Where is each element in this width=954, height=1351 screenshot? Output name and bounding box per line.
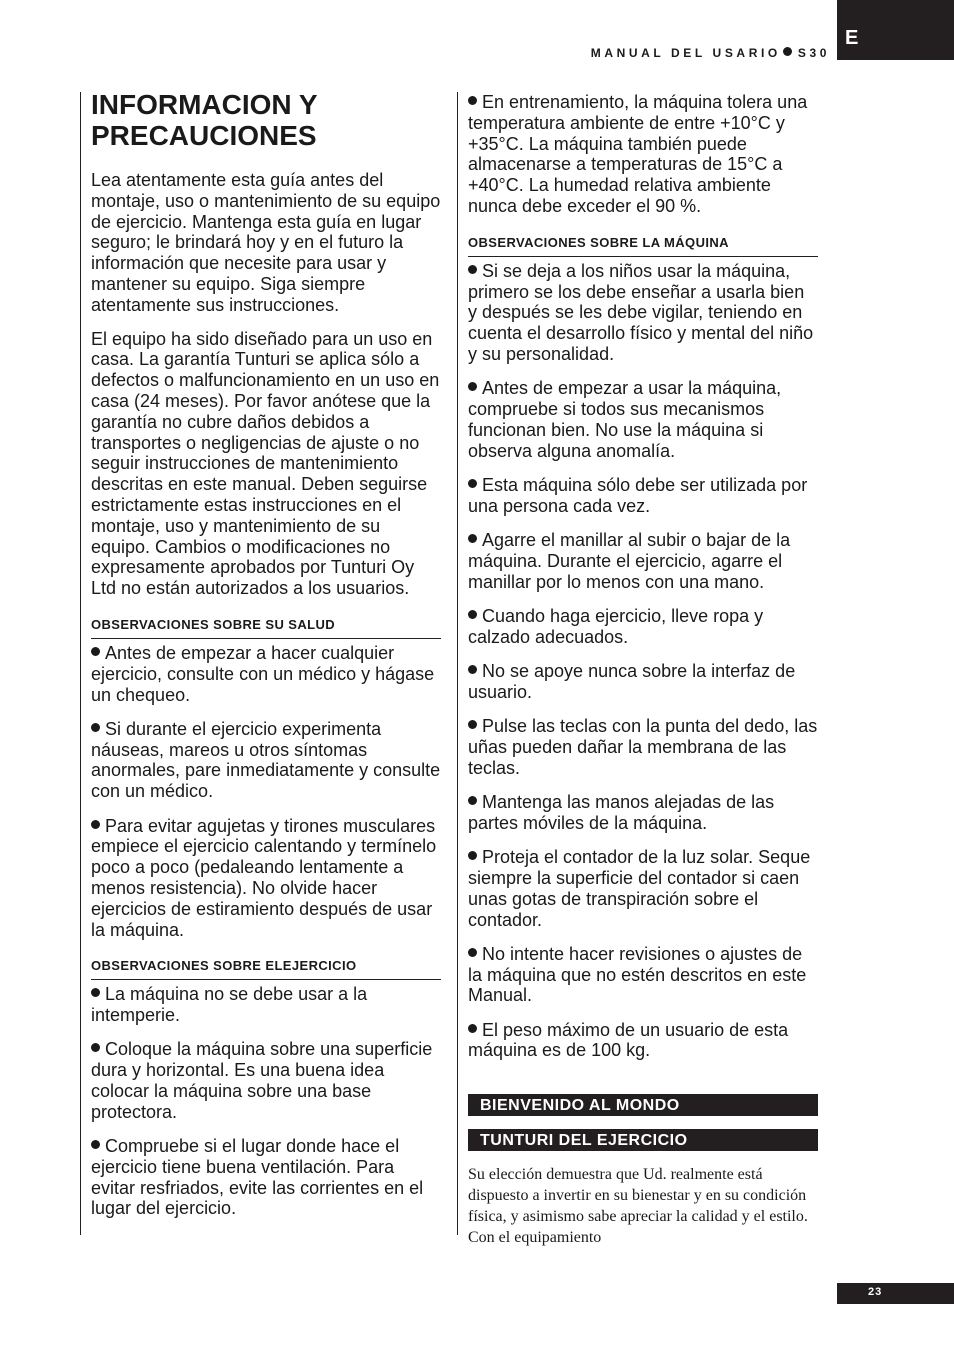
page-title: INFORMACION Y PRECAUCIONES — [91, 89, 318, 151]
exercise-heading: OBSERVACIONES SOBRE ELEJERCICIO — [91, 958, 441, 980]
bullet-icon — [468, 479, 477, 488]
right-column — [457, 92, 818, 1247]
list-item: No se apoye nunca sobre la interfaz de usuario. — [468, 661, 796, 702]
bullet-icon — [468, 610, 477, 619]
list-item: Antes de empezar a usar la máquina, compruebe si todos sus mecanismos funcionan bien. No use la máquina si observa alguna anomalía. — [468, 378, 782, 461]
health-heading: OBSERVACIONES SOBRE SU SALUD — [91, 617, 441, 639]
bullet-icon — [91, 1043, 100, 1052]
machine-heading: OBSERVACIONES SOBRE LA MÁQUINA — [468, 235, 818, 257]
bullet-icon — [468, 382, 477, 391]
list-item: Mantenga las manos alejadas de las partes móviles de la máquina. — [468, 792, 775, 833]
left-column — [80, 89, 441, 1235]
bullet-icon — [468, 265, 477, 274]
bullet-icon — [468, 1024, 477, 1033]
list-item: Coloque la máquina sobre una superficie dura y horizontal. Es una buena idea colocar la máquina sobre una base protectora. — [91, 1039, 433, 1122]
list-item: Esta máquina sólo debe ser utilizada por una persona cada vez. — [468, 474, 808, 516]
bullet-icon — [468, 720, 477, 729]
welcome-heading-bar-1: BIENVENIDO AL MONDO — [468, 1094, 818, 1116]
list-item: El peso máximo de un usuario de esta máquina es de 100 kg. — [468, 1019, 789, 1061]
bullet-dot-icon — [783, 47, 792, 56]
welcome-heading-bar-2: TUNTURI DEL EJERCICIO — [468, 1129, 818, 1151]
bullet-icon — [91, 647, 100, 656]
list-item: Si durante el ejercicio experimenta náuseas, mareos u otros síntomas anormales, pare inmediatamente y consulte con un médico. — [91, 718, 441, 802]
list-item: Antes de empezar a hacer cualquier ejercicio, consulte con un médico y hágase un chequeo. — [91, 642, 435, 705]
bullet-icon — [91, 988, 100, 997]
language-tab: E — [837, 0, 954, 60]
bullet-icon — [91, 723, 100, 732]
bullet-icon — [468, 534, 477, 543]
bullet-icon — [91, 820, 100, 829]
list-item: La máquina no se debe usar a la intemperie. — [91, 984, 368, 1026]
welcome-paragraph: Su elección demuestra que Ud. realmente está dispuesto a invertir en su bienestar y en su condición física, y asimismo sabe apreciar la calidad y el estilo. Con el equipamiento — [468, 1166, 808, 1247]
manual-label: MANUAL DEL USARIO — [590, 46, 781, 60]
list-item: Si se deja a los niños usar la máquina, primero se los debe enseñar a usarla bien y después se les debe vigilar, teniendo en cuenta el desarrollo físico y mental del niño y su personalidad. — [468, 260, 814, 364]
bullet-icon — [468, 796, 477, 805]
running-header — [560, 46, 830, 60]
list-item: Agarre el manillar al subir o bajar de la máquina. Durante el ejercicio, agarre el manillar por lo menos con una mano. — [468, 530, 791, 592]
list-item: Compruebe si el lugar donde hace el ejercicio tiene buena ventilación. Para evitar resfriados, evite las corrientes en el lugar del ejercicio. — [91, 1136, 424, 1219]
list-item: En entrenamiento, la máquina tolera una temperatura ambiente de entre +10°C y +35°C. La máquina también puede almacenarse a temperaturas de 15°C a +40°C. La humedad relativa ambiente nunca debe exceder el 90 %. — [468, 92, 808, 216]
list-item: No intente hacer revisiones o ajustes de la máquina que no estén descritos en este Manual. — [468, 943, 807, 1006]
list-item: Pulse las teclas con la punta del dedo, las uñas pueden dañar la membrana de las teclas. — [468, 716, 818, 778]
model-label: S30 — [797, 46, 830, 60]
bullet-icon — [91, 1140, 100, 1149]
list-item: Proteja el contador de la luz solar. Seque siempre la superficie del contador si caen unas gotas de transpiración sobre el contador. — [468, 847, 811, 930]
bullet-icon — [468, 948, 477, 957]
bullet-icon — [468, 665, 477, 674]
bullet-icon — [468, 96, 477, 105]
list-item: Para evitar agujetas y tirones musculares empiece el ejercicio calentando y termínelo poco a poco (pedaleando lentamente a menos resistencia). No olvide hacer ejercicios de estiramiento después de usar la máquina. — [91, 815, 437, 940]
page-number: 23 — [837, 1283, 954, 1304]
intro-paragraph-2: El equipo ha sido diseñado para un uso en casa. La garantía Tunturi se aplica sólo a defectos o malfuncionamiento en un uso en casa (24 meses). Por favor anótese que la garantía no cubre daños debidos a transportes o negligencias de ajuste o no seguir instrucciones de mantenimiento descritas en este manual. Deben seguirse estrictamente estas instrucciones en el montaje, uso y mantenimiento de su equipo. Cambios o modificaciones no expresamente aprobados por Tunturi Oy Ltd no están autorizados a los usuarios. — [91, 328, 440, 599]
list-item: Cuando haga ejercicio, lleve ropa y calzado adecuados. — [468, 605, 764, 647]
intro-paragraph-1: Lea atentamente esta guía antes del montaje, uso o mantenimiento de su equipo de ejercicio. Mantenga esta guía en lugar seguro; le brindará hoy y en el futuro la información que necesite para usar y mantener su equipo. Siga siempre atentamente sus instrucciones. — [91, 170, 441, 315]
bullet-icon — [468, 851, 477, 860]
